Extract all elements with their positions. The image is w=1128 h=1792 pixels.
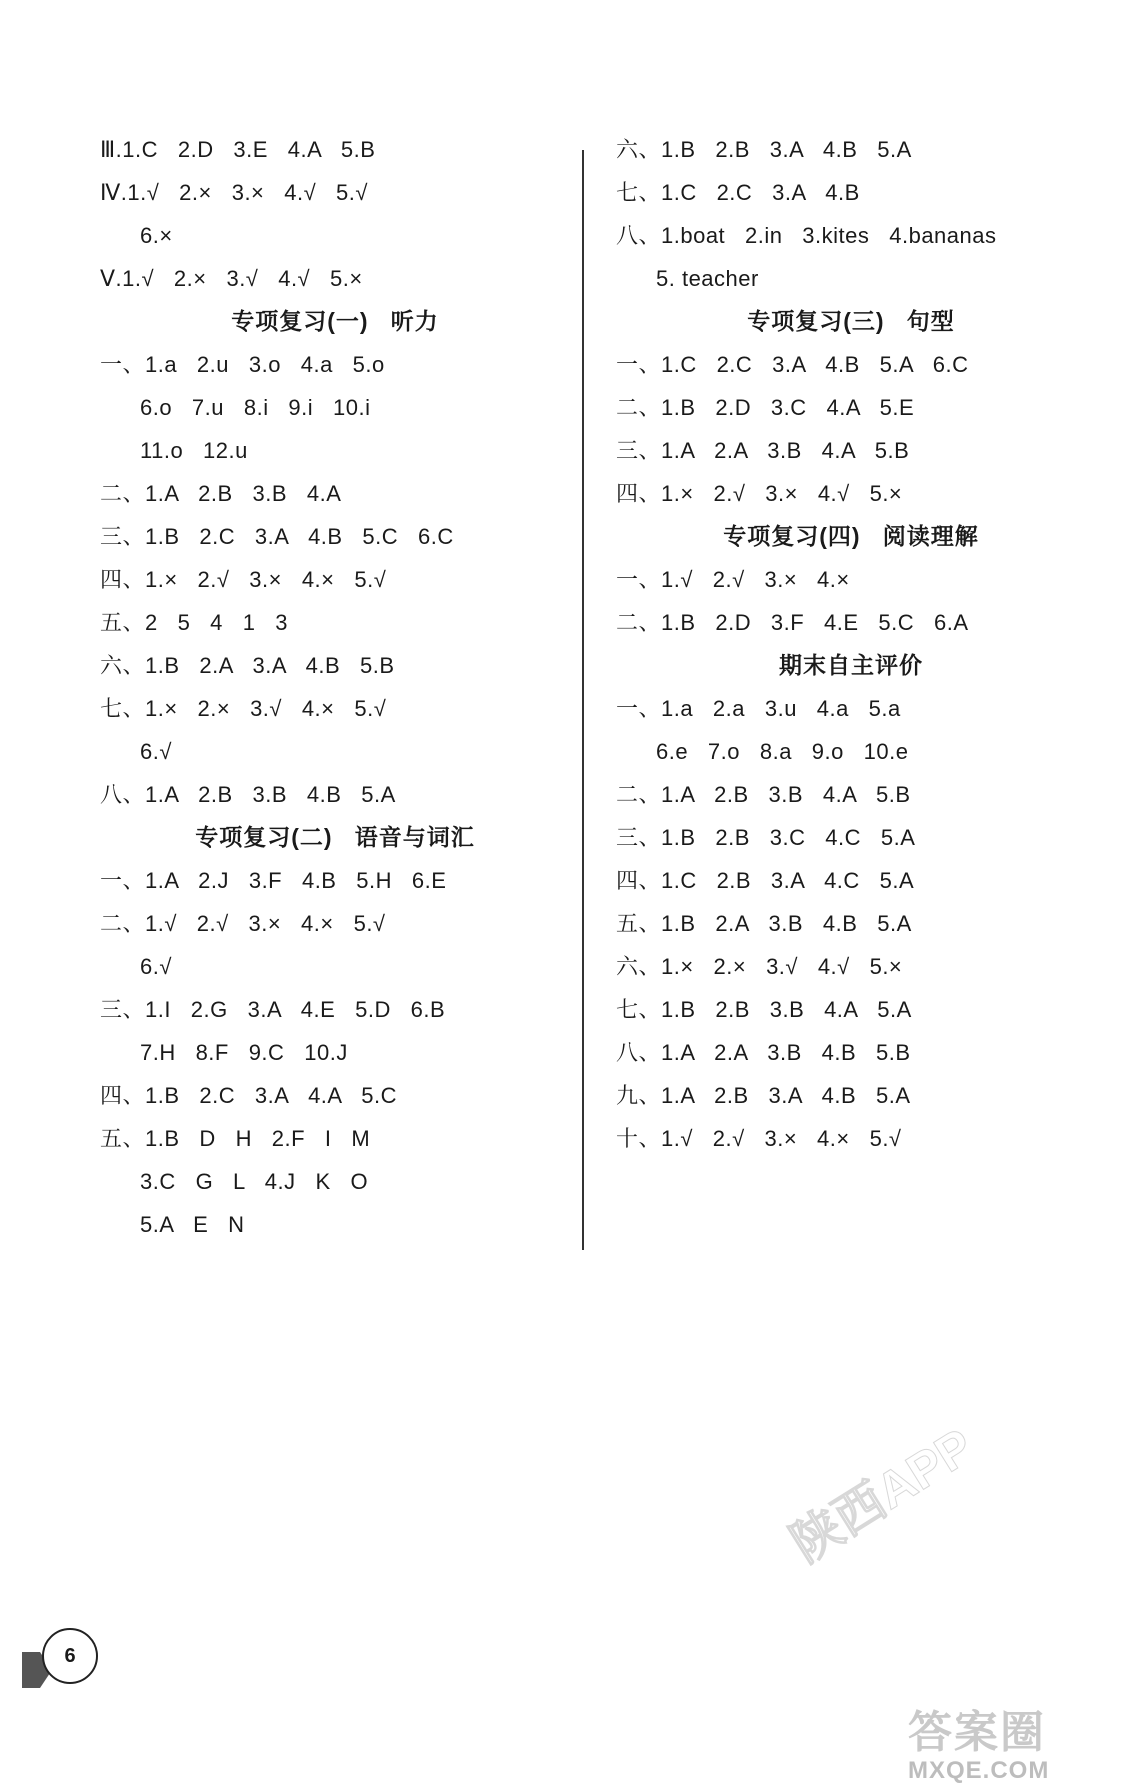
answer-line: 二、1.A 2.B 3.B 4.A 5.B xyxy=(616,782,911,807)
answer-line: Ⅴ.1.√ 2.× 3.√ 4.√ 5.× xyxy=(100,266,363,291)
answer-line: 三、1.I 2.G 3.A 4.E 5.D 6.B xyxy=(100,997,446,1022)
answer-line: 四、1.C 2.B 3.A 4.C 5.A xyxy=(616,868,915,893)
watermark-text: 陕西APP xyxy=(781,1417,984,1573)
column-divider xyxy=(582,150,584,1250)
section-heading: 专项复习(四) 阅读理解 xyxy=(723,523,979,549)
right-answer-column xyxy=(616,128,1086,1160)
answer-line-continuation: 6.√ xyxy=(140,954,172,979)
answer-line: 八、1.A 2.B 3.B 4.B 5.A xyxy=(100,782,396,807)
answer-line: 六、1.B 2.A 3.A 4.B 5.B xyxy=(100,653,395,678)
section-heading: 专项复习(一) 听力 xyxy=(231,308,439,334)
answer-line: 八、1.A 2.A 3.B 4.B 5.B xyxy=(616,1040,911,1065)
answer-line: 二、1.A 2.B 3.B 4.A xyxy=(100,481,342,506)
section-heading: 专项复习(二) 语音与词汇 xyxy=(195,824,475,850)
section-heading: 专项复习(三) 句型 xyxy=(747,308,955,334)
section-heading: 期末自主评价 xyxy=(779,652,923,678)
answer-line: 一、1.√ 2.√ 3.× 4.× xyxy=(616,567,850,592)
answer-line-continuation: 6.√ xyxy=(140,739,172,764)
answer-line: 四、1.× 2.√ 3.× 4.× 5.√ xyxy=(100,567,387,592)
answer-line: 四、1.B 2.C 3.A 4.A 5.C xyxy=(100,1083,397,1108)
corner-watermark-glyphs: 答案圈 xyxy=(908,1708,1046,1757)
corner-watermark-site: MXQE.COM xyxy=(908,1757,1050,1784)
corner-watermark-logo xyxy=(908,1708,1118,1788)
answer-line: 二、1.B 2.D 3.F 4.E 5.C 6.A xyxy=(616,610,969,635)
answer-line-continuation: 6.o 7.u 8.i 9.i 10.i xyxy=(140,395,371,420)
answer-line-continuation: 3.C G L 4.J K O xyxy=(140,1169,369,1194)
answer-line: 四、1.× 2.√ 3.× 4.√ 5.× xyxy=(616,481,903,506)
answer-line: Ⅳ.1.√ 2.× 3.× 4.√ 5.√ xyxy=(100,180,368,205)
answer-line: 七、1.C 2.C 3.A 4.B xyxy=(616,180,860,205)
answer-line: 五、1.B D H 2.F I M xyxy=(100,1126,371,1151)
answer-line: 六、1.B 2.B 3.A 4.B 5.A xyxy=(616,137,912,162)
answer-line: 一、1.a 2.a 3.u 4.a 5.a xyxy=(616,696,901,721)
answer-line-continuation: 5.A E N xyxy=(140,1212,245,1237)
answer-line-continuation: 5. teacher xyxy=(656,266,759,291)
answer-line: 七、1.× 2.× 3.√ 4.× 5.√ xyxy=(100,696,387,721)
answer-line: 一、1.A 2.J 3.F 4.B 5.H 6.E xyxy=(100,868,447,893)
answer-line: Ⅲ.1.C 2.D 3.E 4.A 5.B xyxy=(100,137,376,162)
answer-line: 五、2 5 4 1 3 xyxy=(100,610,289,635)
answer-line: 三、1.B 2.B 3.C 4.C 5.A xyxy=(616,825,916,850)
answer-line: 三、1.A 2.A 3.B 4.A 5.B xyxy=(616,438,910,463)
answer-line-continuation: 11.o 12.u xyxy=(140,438,248,463)
answer-line-continuation: 7.H 8.F 9.C 10.J xyxy=(140,1040,348,1065)
answer-line-continuation: 6.e 7.o 8.a 9.o 10.e xyxy=(656,739,909,764)
answer-line: 三、1.B 2.C 3.A 4.B 5.C 6.C xyxy=(100,524,454,549)
page-number: 6 xyxy=(42,1628,98,1684)
left-answer-column xyxy=(100,128,570,1246)
answer-line: 二、1.√ 2.√ 3.× 4.× 5.√ xyxy=(100,911,386,936)
answer-line: 七、1.B 2.B 3.B 4.A 5.A xyxy=(616,997,912,1022)
answer-line: 二、1.B 2.D 3.C 4.A 5.E xyxy=(616,395,915,420)
answer-line-continuation: 6.× xyxy=(140,223,173,248)
answer-line: 六、1.× 2.× 3.√ 4.√ 5.× xyxy=(616,954,903,979)
answer-line: 十、1.√ 2.√ 3.× 4.× 5.√ xyxy=(616,1126,902,1151)
answer-line: 五、1.B 2.A 3.B 4.B 5.A xyxy=(616,911,912,936)
answer-line: 九、1.A 2.B 3.A 4.B 5.A xyxy=(616,1083,911,1108)
answer-line: 一、1.C 2.C 3.A 4.B 5.A 6.C xyxy=(616,352,969,377)
answer-line: 八、1.boat 2.in 3.kites 4.bananas xyxy=(616,223,997,248)
answer-line: 一、1.a 2.u 3.o 4.a 5.o xyxy=(100,352,385,377)
